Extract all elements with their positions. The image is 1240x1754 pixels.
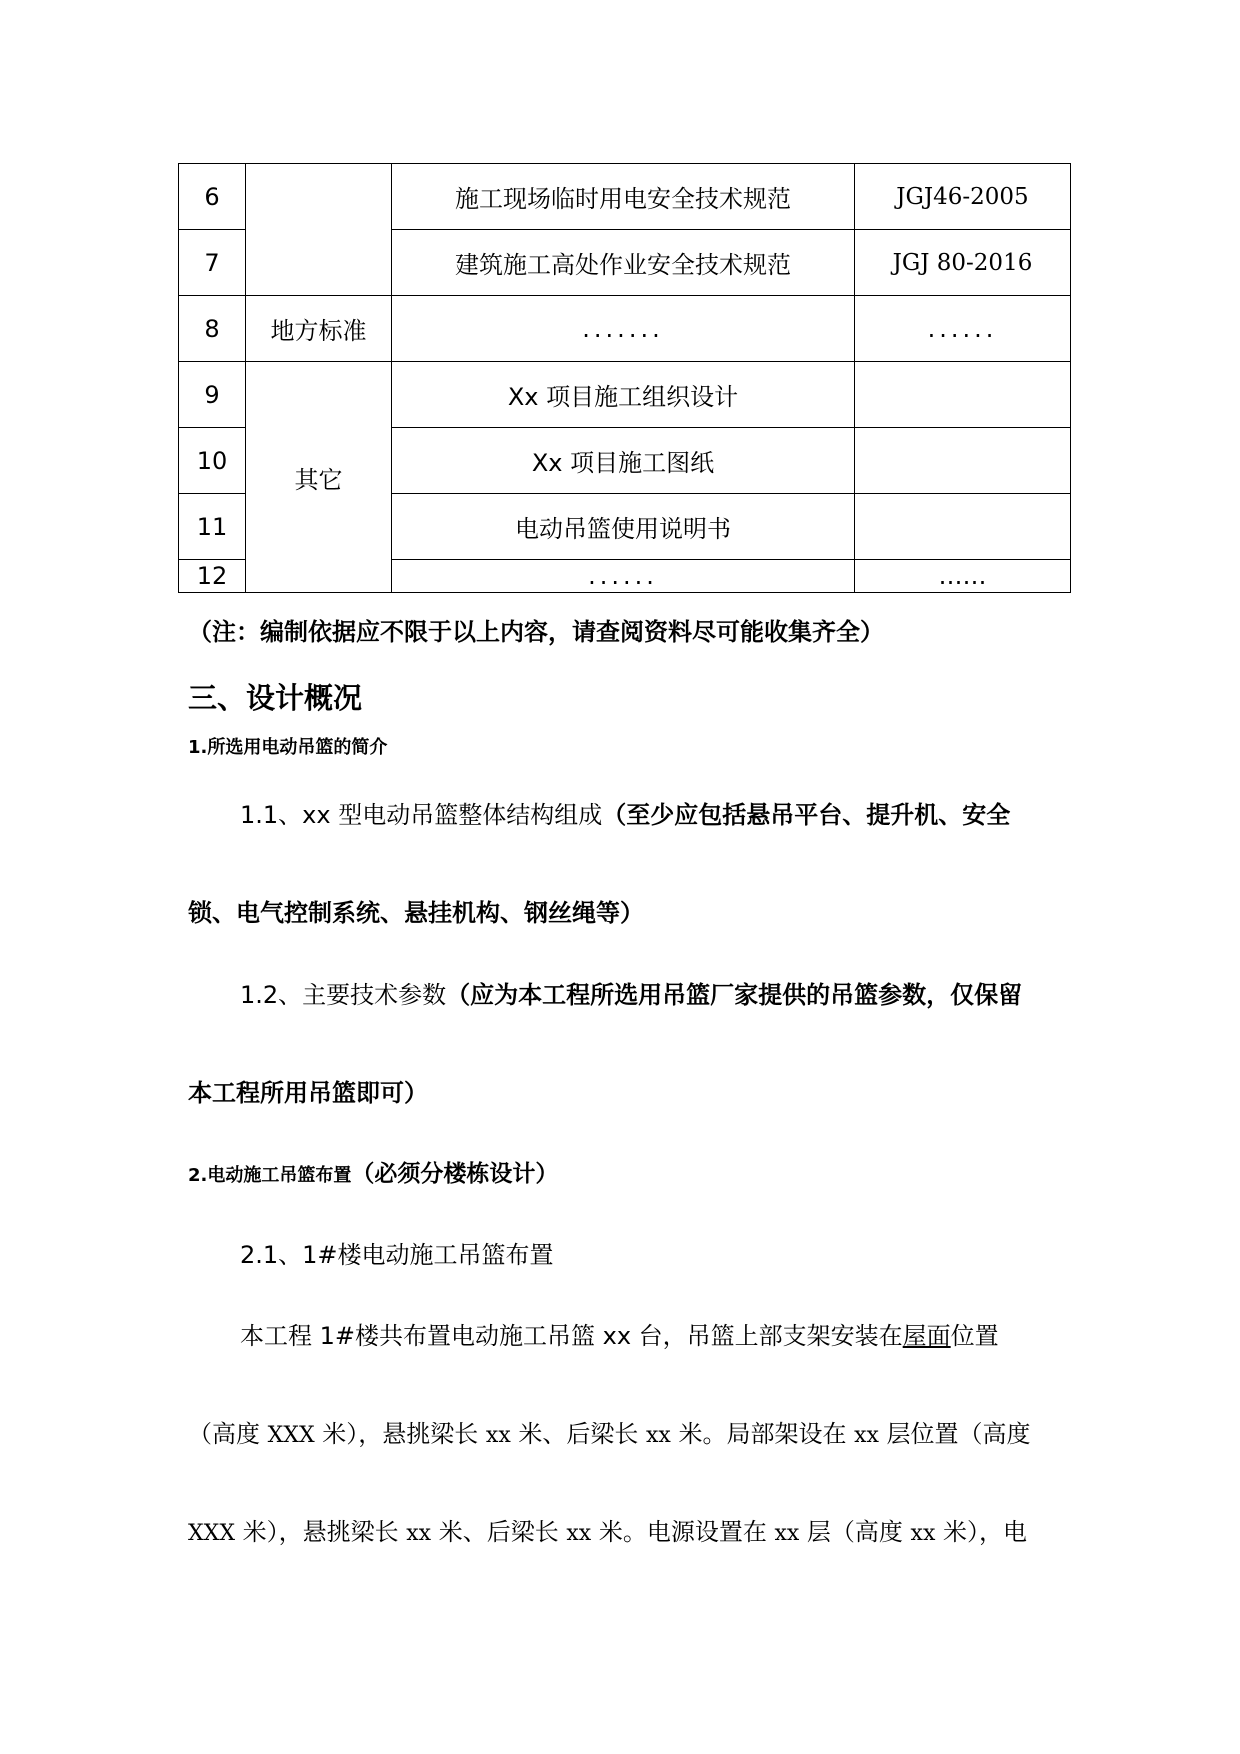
paragraph-line [188, 1414, 1031, 1449]
standard-code: JGJ 80-2016 [855, 230, 1071, 296]
table-row [179, 362, 1071, 428]
paragraph-line: 本工程所用吊篮即可） [188, 1079, 428, 1107]
row-number: 11 [179, 494, 246, 560]
paragraph-text: 米），悬挑梁长 [314, 1420, 486, 1448]
subsection-title-text: 2.电动施工吊篮布置 [188, 1165, 352, 1186]
paragraph-text: 位置 [950, 1322, 999, 1350]
placeholder-value: xx [774, 1521, 800, 1546]
subsection-title [188, 1155, 558, 1188]
paragraph-text: 米。局部架设在 [670, 1420, 855, 1448]
section-title: 三、设计概况 [188, 681, 363, 715]
subsection-title: 1.所选用电动吊篮的简介 [188, 737, 388, 758]
paragraph-line [240, 975, 1022, 1010]
standard-code [855, 494, 1071, 560]
row-number: 7 [179, 230, 246, 296]
paragraph-bold-text: （至少应包括悬吊平台、提升机、安全 [602, 801, 1011, 829]
standard-name: Xx 项目施工图纸 [392, 428, 855, 494]
standard-name: 电动吊篮使用说明书 [392, 494, 855, 560]
paragraph-line: 2.1、1#楼电动施工吊篮布置 [240, 1241, 554, 1269]
paragraph-text: 层位置（高度 [878, 1420, 1031, 1448]
paragraph-text: 米、后梁长 [510, 1420, 646, 1448]
row-number: 9 [179, 362, 246, 428]
standard-name: ....... [392, 296, 855, 362]
placeholder-value: XXX [267, 1423, 315, 1448]
standard-name: 施工现场临时用电安全技术规范 [392, 164, 855, 230]
paragraph-bold-text: （应为本工程所选用吊篮厂家提供的吊篮参数，仅保留 [446, 981, 1023, 1009]
placeholder-value: xx [406, 1521, 432, 1546]
compilation-note: （注：编制依据应不限于以上内容，请查阅资料尽可能收集齐全） [188, 618, 884, 646]
paragraph-line [188, 1512, 1027, 1547]
paragraph-line [240, 1316, 999, 1351]
underlined-text: 屋面 [902, 1322, 951, 1350]
standard-code: ...... [855, 296, 1071, 362]
category-cell: 其它 [246, 362, 392, 593]
table-row [179, 164, 1071, 230]
paragraph-line [240, 795, 1010, 830]
paragraph-text: 本工程 1#楼共布置电动施工吊篮 xx 台，吊篮上部支架安装在 [240, 1322, 903, 1350]
row-number: 12 [179, 560, 246, 593]
table-row [179, 296, 1071, 362]
standard-name: ...... [392, 560, 855, 593]
paragraph-text: 1.2、主要技术参数 [240, 981, 447, 1009]
category-cell: 地方标准 [246, 296, 392, 362]
standard-code: JGJ46-2005 [855, 164, 1071, 230]
paragraph-text: 米），悬挑梁长 [235, 1518, 407, 1546]
placeholder-value: xx [646, 1423, 671, 1448]
paragraph-text: 米、后梁长 [431, 1518, 567, 1546]
standard-code [855, 428, 1071, 494]
placeholder-value: XXX [188, 1521, 235, 1546]
standard-name: Xx 项目施工组织设计 [392, 362, 855, 428]
paragraph-text: 1.1、xx 型电动吊篮整体结构组成 [240, 801, 603, 829]
subsection-title-note: （必须分楼栋设计） [351, 1161, 559, 1187]
category-cell-empty [246, 164, 392, 296]
placeholder-value: xx [910, 1521, 936, 1546]
standard-code: …… [855, 560, 1071, 593]
standard-code [855, 362, 1071, 428]
standard-name: 建筑施工高处作业安全技术规范 [392, 230, 855, 296]
standards-table [178, 163, 1071, 593]
paragraph-text: 米。电源设置在 [591, 1518, 775, 1546]
paragraph-line: 锁、电气控制系统、悬挂机构、钢丝绳等） [188, 899, 644, 927]
row-number: 8 [179, 296, 246, 362]
paragraph-text: （高度 [188, 1420, 268, 1448]
placeholder-value: xx [566, 1521, 592, 1546]
placeholder-value: xx [485, 1423, 511, 1448]
placeholder-value: xx [854, 1423, 879, 1448]
paragraph-text: 层（高度 [799, 1518, 911, 1546]
row-number: 6 [179, 164, 246, 230]
paragraph-text: 米），电 [935, 1518, 1028, 1546]
row-number: 10 [179, 428, 246, 494]
